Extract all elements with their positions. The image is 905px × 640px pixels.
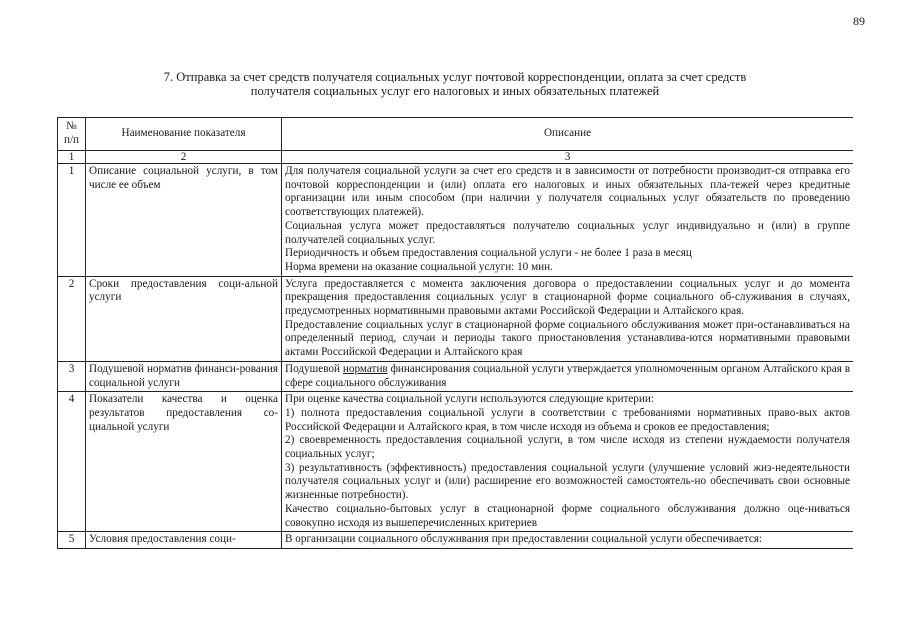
header-name: Наименование показателя — [86, 118, 282, 151]
row-indicator-name: Описание социальной услуги, в том числе ее объем — [86, 164, 282, 277]
table-row — [58, 392, 854, 532]
description-paragraph: Социальная услуга может предоставляться получателю социальных услуг индивидуально и (или) в группе получателей социальных услуг. — [285, 219, 850, 246]
row-description — [282, 276, 854, 361]
services-table — [57, 117, 853, 549]
normative-link[interactable]: норматив — [342, 362, 388, 375]
description-paragraph — [285, 363, 850, 390]
row-description — [282, 164, 854, 277]
table-index-row — [58, 151, 854, 164]
description-paragraph: В организации социального обслуживания при предоставлении социальной услуги обеспечивается: — [285, 533, 763, 546]
description-paragraph: При оценке качества социальной услуги используются следующие критерии: — [285, 393, 654, 406]
description-paragraph: Для получателя социальной услуги за счет его средств и в зависимости от потребности производит-ся отправка его почтовой корреспонденции и (или) оплата его налоговых и иных обязательных пла-тежей через кредитные организации или иным способом (при наличии у получателя социальных услуг обязательств по проведению соответствующих платежей). — [285, 165, 850, 219]
index-cell-3: 3 — [282, 151, 854, 164]
description-paragraph: Предоставление социальных услуг в стационарной форме социального обслуживания может при-останавливаться на определенный период, случаи и периоды такого приостановления устанавлива-ются нормативными правовыми актами Российской Федерации и Алтайского края — [285, 318, 850, 359]
row-number: 1 — [58, 164, 86, 277]
row-description — [282, 532, 854, 549]
services-table-container — [57, 117, 853, 640]
table-header-row — [58, 118, 854, 151]
header-num: № п/п — [58, 118, 86, 151]
row-indicator-name: Условия предоставления соци- — [86, 532, 282, 549]
table-row — [58, 276, 854, 361]
row-description — [282, 361, 854, 391]
description-paragraph: 1) полнота предоставления социальной услуги в соответствии с требованиями нормативных право-вых актов Российской Федерации и Алтайского края, в том числе исходя из объема и сроков ее предоставления; — [285, 406, 850, 433]
table-row — [58, 164, 854, 277]
row-number: 2 — [58, 276, 86, 361]
document-title — [60, 70, 850, 98]
row-indicator-name: Показатели качества и оценка результатов предоставления со-циальной услуги — [86, 392, 282, 532]
table-row — [58, 532, 854, 549]
row-number: 4 — [58, 392, 86, 532]
page-number: 89 — [853, 14, 865, 28]
description-paragraph: Услуга предоставляется с момента заключения договора о предоставлении социальных услуг и до момента прекращения предоставления социальных услуг в стационарной форме социального об-служивания в случаях, предусмотренных нормативными правовыми актами Российской Федерации и Алтайского края. — [285, 277, 850, 318]
title-line-1: 7. Отправка за счет средств получателя социальных услуг почтовой корреспонденции, оплата за счет средств — [163, 70, 747, 84]
header-desc: Описание — [282, 118, 854, 151]
row-indicator-name: Сроки предоставления соци-альной услуги — [86, 276, 282, 361]
row-indicator-name: Подушевой норматив финанси-рования социальной услуги — [86, 361, 282, 391]
index-cell-2: 2 — [86, 151, 282, 164]
title-line-2: получателя социальных услуг его налоговых и иных обязательных платежей — [250, 84, 660, 98]
table-row — [58, 361, 854, 391]
row-number: 5 — [58, 532, 86, 549]
description-paragraph: 3) результативность (эффективность) предоставления социальной услуги (улучшение условий жиз-недеятельности получателя социальных услуг и (или) расширение его возможностей самостоятель-но обеспечивать свои основные жизненные потребности). — [285, 461, 850, 502]
description-paragraph: Периодичность и объем предоставления социальной услуги - не более 1 раза в месяц — [285, 247, 692, 260]
index-cell-1: 1 — [58, 151, 86, 164]
row-description — [282, 392, 854, 532]
description-text: финансирования социальной услуги утверждается уполномоченным органом Алтайского края в сфере социального обслуживания — [285, 362, 850, 389]
row-number: 3 — [58, 361, 86, 391]
description-paragraph: 2) своевременность предоставления социальной услуги, в том числе исходя из степени нуждаемости получателя социальных услуг; — [285, 434, 850, 461]
description-paragraph: Качество социально-бытовых услуг в стационарной форме социального обслуживания должно оце-ниваться совокупно исходя из вышеперечисленных критериев — [285, 502, 850, 529]
description-text: Подушевой — [285, 362, 343, 375]
description-paragraph: Норма времени на оказание социальной услуги: 10 мин. — [285, 260, 553, 273]
